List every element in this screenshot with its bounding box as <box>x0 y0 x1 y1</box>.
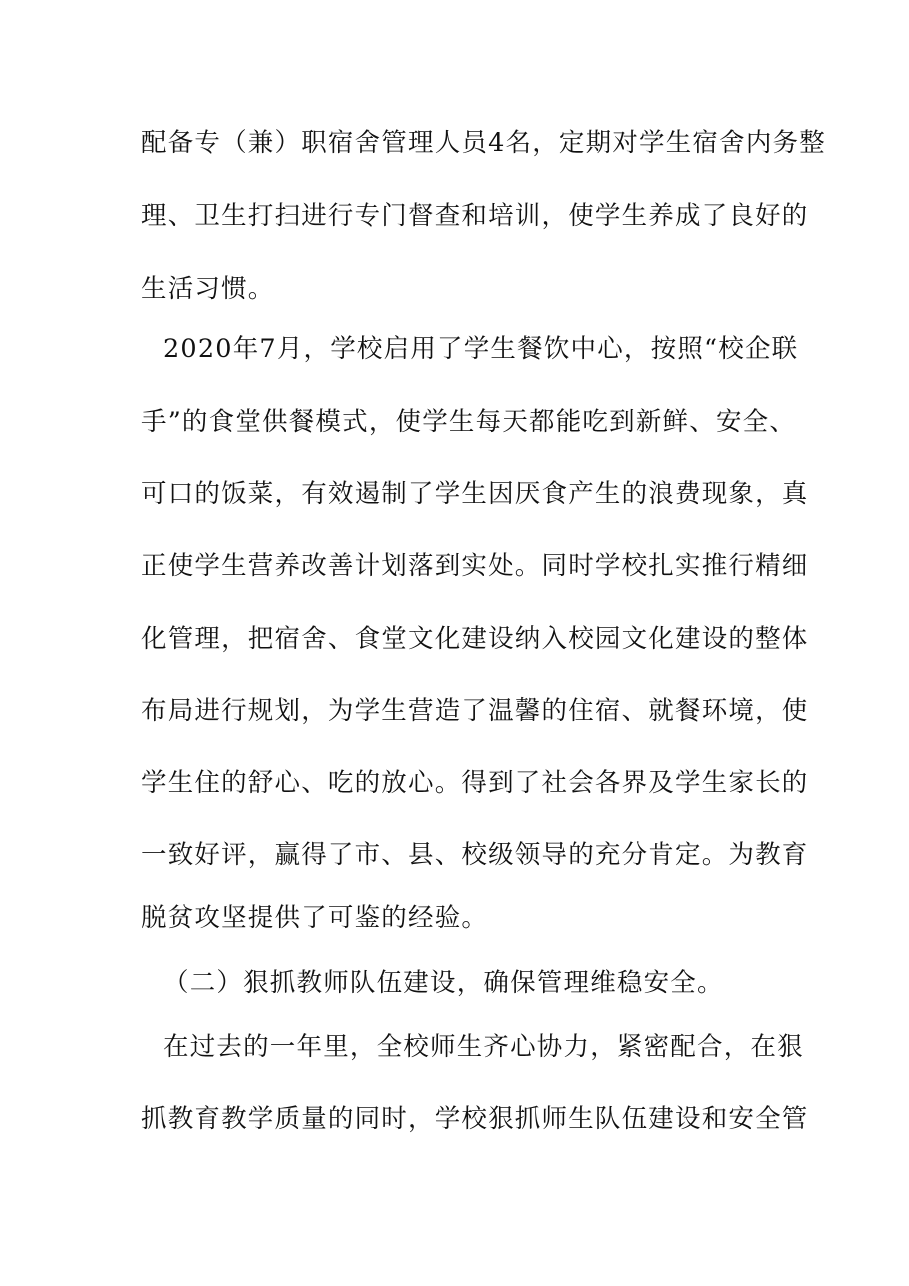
text-line: 抓教育教学质量的同时，学校狠抓师生队伍建设和安全管 <box>141 1104 809 1134</box>
text-line: 配备专（兼）职宿舍管理人员4名，定期对学生宿舍内务整 <box>141 128 826 158</box>
text-line: 化管理，把宿舍、食堂文化建设纳入校园文化建设的整体 <box>141 624 809 654</box>
text-line: 理、卫生打扫进行专门督查和培训，使学生养成了良好的 <box>141 201 809 231</box>
section-heading: （二）狠抓教师队伍建设，确保管理维稳安全。 <box>163 968 724 998</box>
text-line: 可口的饭菜，有效遏制了学生因厌食产生的浪费现象，真 <box>141 479 809 509</box>
text-line: 生活习惯。 <box>141 274 275 304</box>
text-line: 手”的食堂供餐模式，使学生每天都能吃到新鲜、安全、 <box>141 407 797 437</box>
paragraph-first-line: 2020年7月，学校启用了学生餐饮中心，按照“校企联 <box>163 334 799 364</box>
text-line: 学生住的舒心、吃的放心。得到了社会各界及学生家长的 <box>141 768 809 798</box>
text-line: 布局进行规划，为学生营造了温馨的住宿、就餐环境，使 <box>141 696 809 726</box>
text-line: 脱贫攻坚提供了可鉴的经验。 <box>141 903 489 933</box>
text-line: 正使学生营养改善计划落到实处。同时学校扎实推行精细 <box>141 551 809 581</box>
paragraph-first-line: 在过去的一年里，全校师生齐心协力，紧密配合，在狠 <box>163 1032 804 1062</box>
text-line: 一致好评，赢得了市、县、校级领导的充分肯定。为教育 <box>141 840 809 870</box>
